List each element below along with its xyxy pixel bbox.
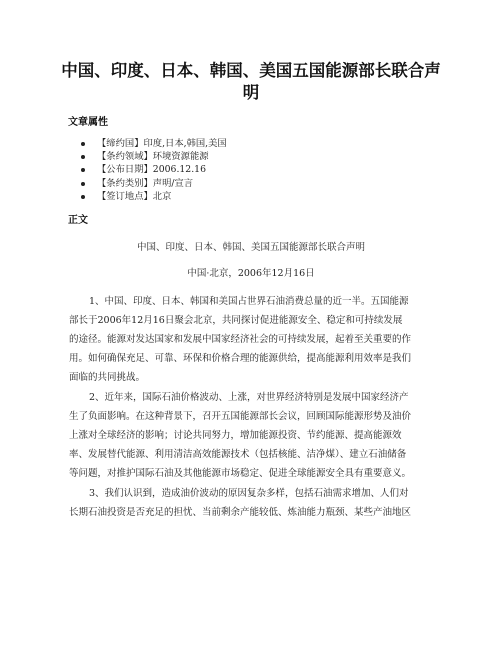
list-item: 【条约类别】声明/宣言 [78,177,227,190]
bullet-icon [81,182,85,186]
text-line: 2、近年来，国际石油价格波动、上涨，对世界经济特别是发展中国家经济产 [89,392,409,403]
doc-title: 中国、印度、日本、韩国、美国五国能源部长联合声明 [136,242,365,253]
list-item: 【签订地点】北京 [78,190,227,203]
bullet-icon [81,195,85,199]
text-line: 1、中国、印度、日本、韩国和美国占世界石油消费总量的近一半。五国能源 [89,296,409,307]
paragraph [69,484,435,522]
page-title [60,60,442,104]
title-line: 中国、印度、日本、韩国、美国五国能源部长联合声 [61,61,441,80]
text-line: 长期石油投资是否充足的担忧、当前剩余产能较低、炼油能力瓶颈、某些产油地区 [69,507,412,518]
paragraph [69,388,435,483]
bullet-icon [81,155,85,159]
attributes-list [78,137,227,203]
title-line: 明 [242,83,260,102]
attributes-heading: 文章属性 [68,117,108,128]
body-heading: 正文 [68,215,88,226]
paragraph [69,292,435,387]
text-line: 生了负面影响。在这种背景下，召开五国能源部长会议，回顾国际能源形势及油价 [69,411,412,422]
text-line: 等问题，对推护国际石油及其他能源市场稳定、促进全球能源安全具有重要意义。 [69,468,412,479]
list-item: 【公布日期】2006.12.16 [78,163,227,176]
text-line: 用。如何确保充足、可靠、环保和价格合理的能源供给，提高能源利用效率是我们 [69,353,412,364]
bullet-icon [81,142,85,146]
text-line: 率、发展替代能源、利用清洁高效能源技术（包括核能、洁净煤）、建立石油储备 [69,449,407,460]
text-line: 上涨对全球经济的影响；讨论共同努力，增加能源投资、节约能源、提高能源效 [69,430,402,441]
doc-place-date: 中国·北京，2006年12月16日 [187,268,315,279]
bullet-icon [81,168,85,172]
text-line: 的途径。能源对发达国家和发展中国家经济社会的可持续发展，起着至关重要的作 [69,334,412,345]
text-line: 3、我们认识到，造成油价波动的原因复杂多样，包括石油需求增加、人们对 [89,488,409,499]
text-line: 面临的共同挑战。 [69,372,146,383]
list-item: 【缔约国】印度,日本,韩国,美国 [78,137,227,150]
list-item: 【条约领域】环境资源能源 [78,150,227,163]
text-line: 部长于2006年12月16日聚会北京，共同探讨促进能源安全、稳定和可持续发展 [69,315,403,326]
